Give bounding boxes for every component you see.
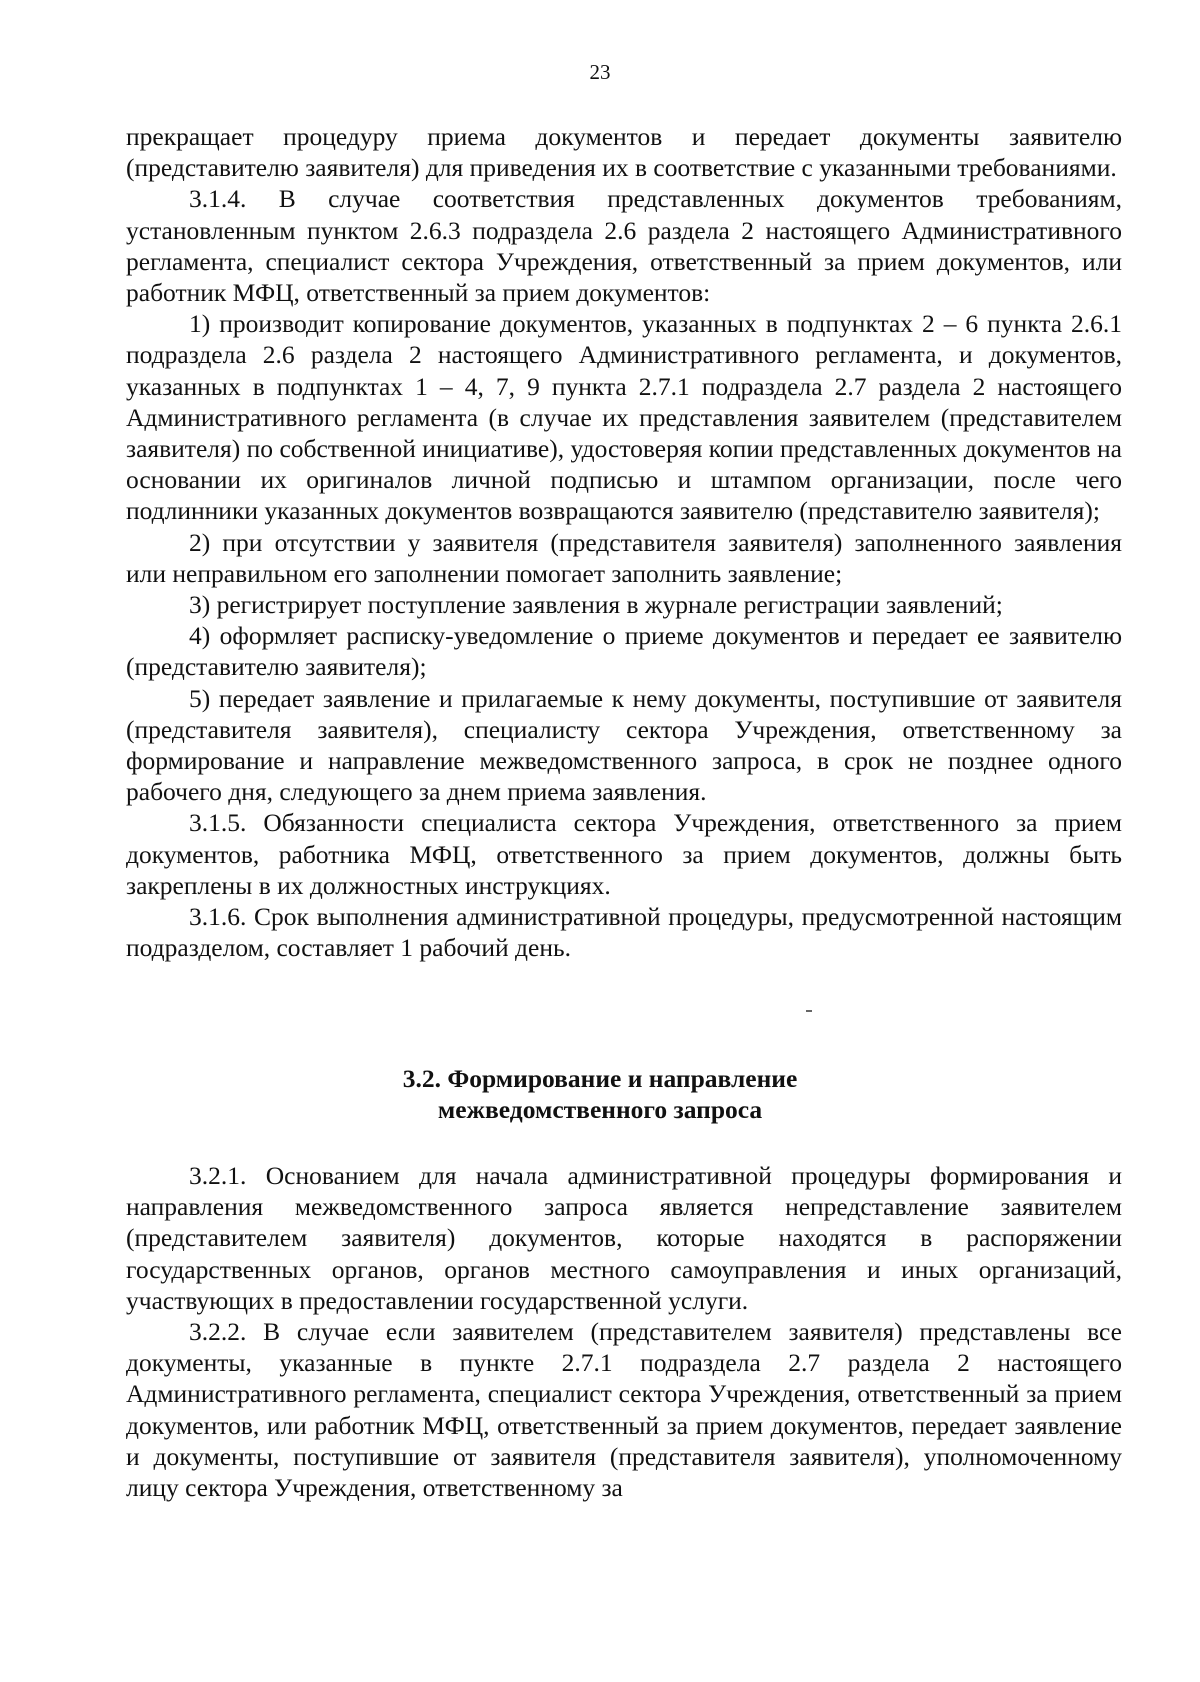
- paragraph: 2) при отсутствии у заявителя (представителя заявителя) заполненного заявления или неправильном его заполнении помогает заполнить заявление;: [126, 527, 1122, 588]
- paragraph: 3.1.4. В случае соответствия представленных документов требованиям, установленным пунктом 2.6.3 подраздела 2.6 раздела 2 настоящего Административного регламента, специалист сектора Учреждения, ответственный за прием документов, или работник МФЦ, ответственный за прием документов:: [126, 184, 1122, 308]
- paragraph: 3.2.1. Основанием для начала административной процедуры формирования и направления межведомственного запроса является непредставление заявителем (представителем заявителя) документов, которые находятся в распоряжении государственных органов, органов местного самоуправления и иных организаций, участвующих в предоставлении государственной услуги.: [126, 1161, 1122, 1315]
- paragraph: 3.1.5. Обязанности специалиста сектора Учреждения, ответственного за прием документов, работника МФЦ, ответственного за прием документов, должны быть закреплены в их должностных инструкциях.: [126, 808, 1122, 900]
- section-heading-line-2: межведомственного запроса: [437, 1095, 763, 1124]
- paragraph: 3.2.2. В случае если заявителем (представителем заявителя) представлены все документы, указанные в пункте 2.7.1 подраздела 2.7 раздела 2 настоящего Административного регламента, специалист сектора Учреждения, ответственный за прием документов, или работник МФЦ, ответственный за прием документов, передает заявление и документы, поступившие от заявителя (представителя заявителя), уполномоченному лицу сектора Учреждения, ответственному за: [126, 1317, 1122, 1503]
- paragraph: 3.1.6. Срок выполнения административной процедуры, предусмотренной настоящим подразделом, составляет 1 рабочий день.: [126, 902, 1122, 963]
- paragraph: 1) производит копирование документов, указанных в подпунктах 2 – 6 пункта 2.6.1 подраздела 2.6 раздела 2 настоящего Административного регламента, и документов, указанных в подпунктах 1 – 4, 7, 9 пункта 2.7.1 подраздела 2.7 раздела 2 настоящего Административного регламента (в случае их представления заявителем (представителем заявителя) по собственной инициативе), удостоверяя копии представленных документов на основании их оригиналов личной подписью и штампом организации, после чего подлинники указанных документов возвращаются заявителю (представителю заявителя);: [126, 309, 1122, 526]
- section-heading: [0, 1063, 1200, 1125]
- paragraph: 4) оформляет расписку-уведомление о приеме документов и передает ее заявителю (представителю заявителя);: [126, 621, 1122, 682]
- scan-speck: [806, 1010, 812, 1012]
- page-number: 23: [589, 60, 611, 84]
- paragraphs-after-heading: [126, 1160, 1122, 1503]
- paragraph: прекращает процедуру приема документов и передает документы заявителю (представителю заявителя) для приведения их в соответствие с указанными требованиями.: [126, 122, 1122, 183]
- paragraph: 3) регистрирует поступление заявления в журнале регистрации заявлений;: [189, 590, 1003, 620]
- paragraphs-before-heading: [126, 121, 1122, 963]
- section-heading-line-1: 3.2. Формирование и направление: [402, 1064, 798, 1093]
- paragraph: 5) передает заявление и прилагаемые к нему документы, поступившие от заявителя (представителя заявителя), специалисту сектора Учреждения, ответственному за формирование и направление межведомственного запроса, в срок не позднее одного рабочего дня, следующего за днем приема заявления.: [126, 683, 1122, 807]
